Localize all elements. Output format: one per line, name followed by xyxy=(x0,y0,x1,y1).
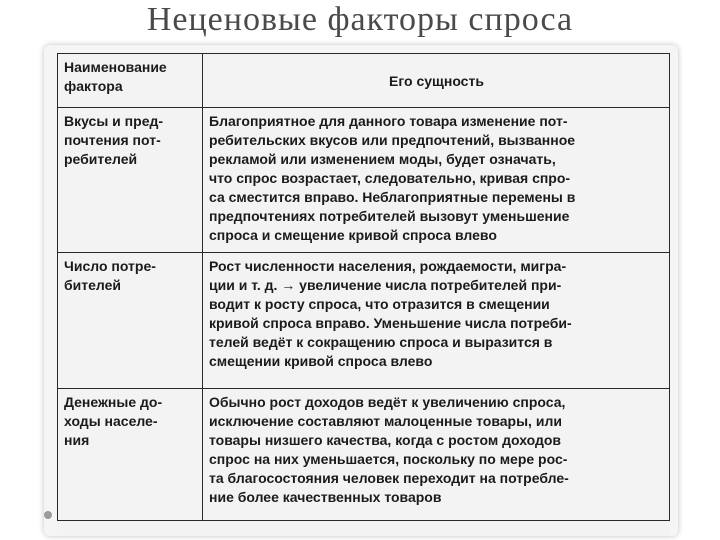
essence-cell: Обычно рост доходов ведёт к увеличению спроса, исключение составляют малоценные товары, или товары низшего качества, когда с ростом доходов спрос на них уменьшается, поскольку по мере рос- та благосостояния человек переходит на потребле- ние более качественных товаров xyxy=(203,389,670,521)
header-essence: Его сущность xyxy=(203,54,670,108)
table-row xyxy=(58,253,670,389)
factor-cell: Вкусы и пред- почтения пот- ребителей xyxy=(58,108,203,253)
essence-cell: Благоприятное для данного товара изменение пот- ребительских вкусов или предпочтений, вызванное рекламой или изменением моды, будет означать, что спрос возрастает, следовательно, кривая спро- са сместится вправо. Неблагоприятные перемены в предпочтениях потребителей вызовут уменьшение спроса и смещение кривой спроса влево xyxy=(203,108,670,253)
factors-table xyxy=(57,53,670,521)
header-factor-name: Наименование фактора xyxy=(58,54,203,108)
factor-cell: Денежные до- ходы населе- ния xyxy=(58,389,203,521)
table-container xyxy=(57,53,670,535)
bullet-dot xyxy=(44,511,52,519)
table-row xyxy=(58,108,670,253)
slide-title: Неценовые факторы спроса xyxy=(146,1,574,38)
table-row xyxy=(58,389,670,521)
table-header-row xyxy=(58,54,670,108)
factor-cell: Число потре- бителей xyxy=(58,253,203,389)
essence-cell: Рост численности населения, рождаемости, мигра- ции и т. д. → увеличение числа потребителей при- водит к росту спроса, что отразится в смещении кривой спроса вправо. Уменьшение числа потреби- телей ведёт к сокращению спроса и выразится в смещении кривой спроса влево xyxy=(203,253,670,389)
